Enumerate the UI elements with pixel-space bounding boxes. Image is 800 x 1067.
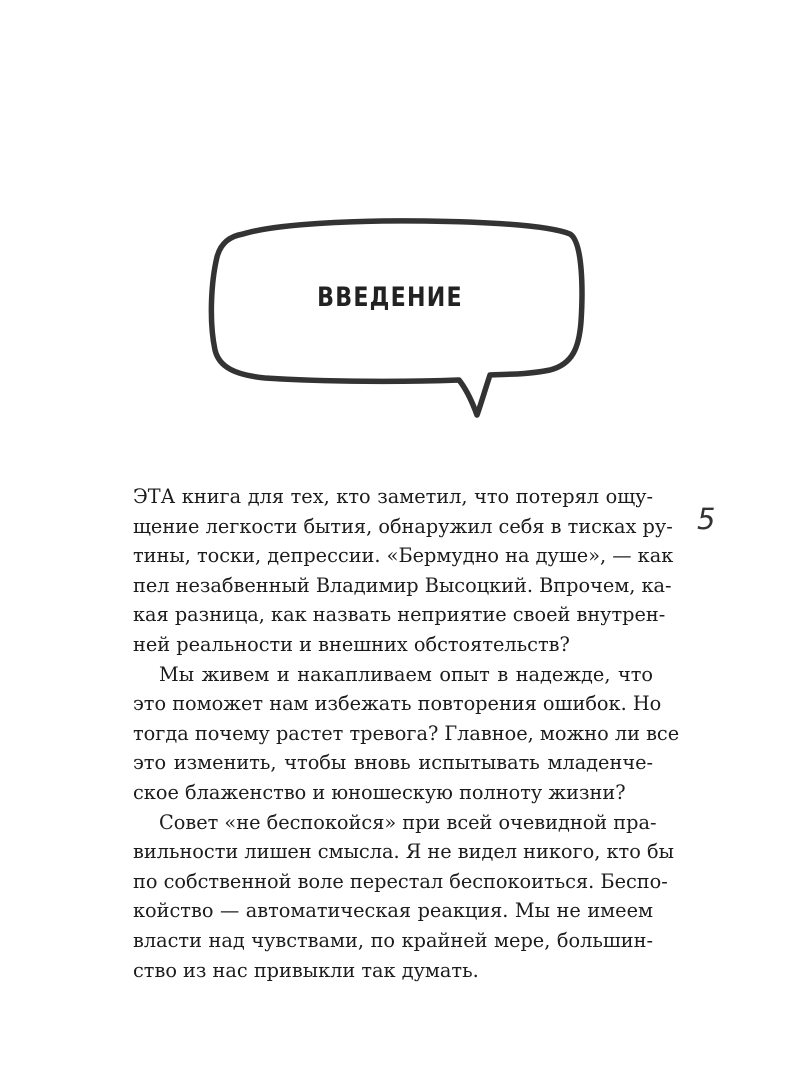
text-line: ское блаженство и юношескую полноту жизни?	[133, 780, 626, 804]
text-line: ней реальности и внешних обстоятельств?	[133, 632, 570, 656]
paragraph	[133, 482, 674, 660]
speech-bubble-icon	[205, 212, 585, 422]
text-line: койство — автоматическая реакция. Мы не имеем	[133, 899, 653, 923]
text-line: тины, тоски, депрессии. «Бермудно на душе», — как	[133, 544, 674, 568]
text-line: власти над чувствами, по крайней мере, большин-	[133, 928, 653, 952]
text-line: Совет «не беспокойся» при всей очевидной пра-	[159, 810, 657, 834]
text-line: ство из нас привыкли так думать.	[133, 958, 479, 982]
paragraph	[133, 808, 674, 986]
text-line: пел незабвенный Владимир Высоцкий. Впрочем, ка-	[133, 573, 672, 597]
text-line: это изменить, чтобы вновь испытывать младенче-	[133, 751, 653, 775]
text-line: это поможет нам избежать повторения ошибок. Но	[133, 692, 662, 716]
text-line: вильности лишен смысла. Я не видел никого, кто бы	[133, 840, 674, 864]
chapter-title: ВВЕДЕНИЕ	[317, 282, 463, 313]
text-line: ЭТА книга для тех, кто заметил, что потерял ощу-	[133, 485, 653, 508]
text-line: Мы живем и накапливаем опыт в надежде, что	[159, 662, 653, 686]
text-line: щение легкости бытия, обнаружил себя в тисках ру-	[133, 514, 673, 538]
text-line: тогда почему растет тревога? Главное, можно ли все	[133, 721, 680, 745]
text-line: по собственной воле перестал беспокоиться. Беспо-	[133, 869, 668, 893]
text-line: кая разница, как назвать неприятие своей внутрен-	[133, 603, 666, 627]
page-number: 5	[697, 502, 716, 536]
paragraph	[133, 660, 680, 808]
body-text	[133, 482, 680, 985]
